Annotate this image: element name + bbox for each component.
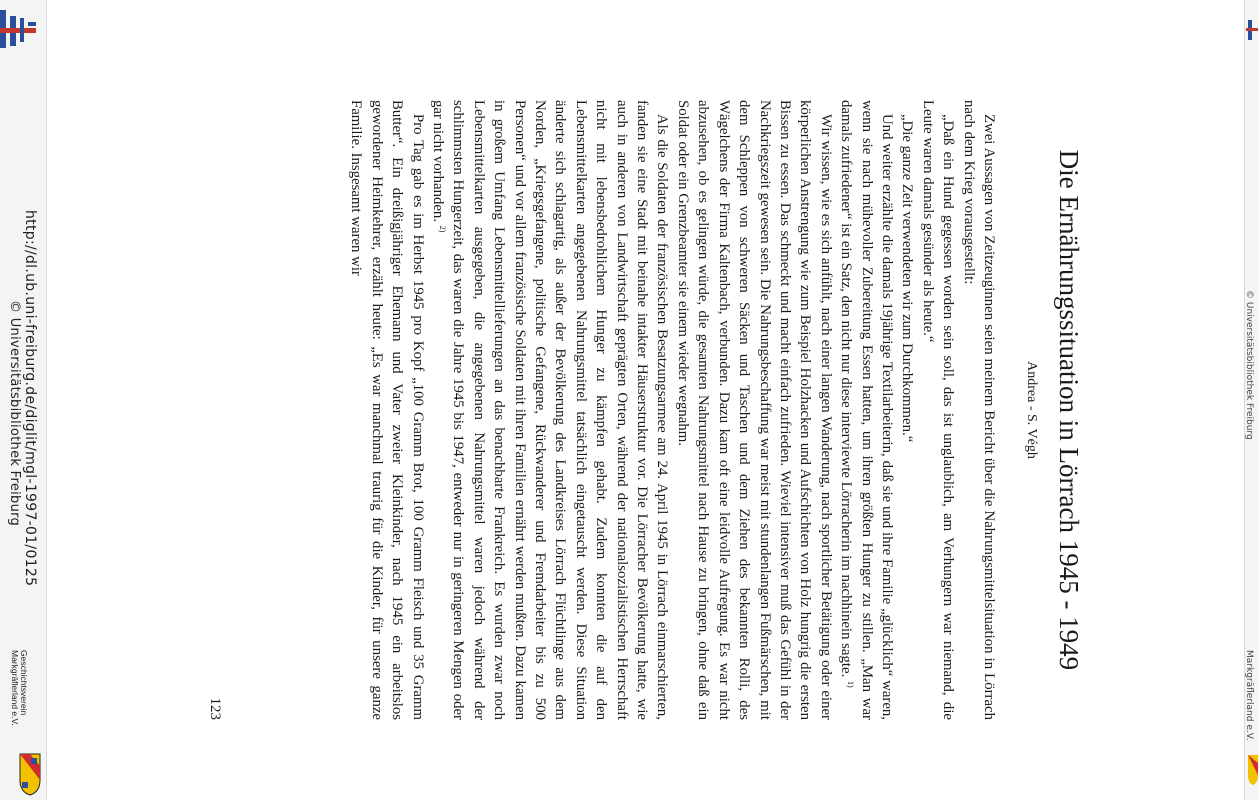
paragraph-3: „Die ganze Zeit verwendeten wir zum Durchkommen.“: [899, 114, 916, 443]
society-line-1: Geschichtsverein: [19, 650, 29, 716]
paragraph-4-text: Und weiter erzählte die damals 19jährige Textilarbeiterin, daß sie und ihre Familie „glücklich“ waren, wenn sie nach mühevoller Zubereitung Essen hatten, um ihren größten Hunger zu stillen. „Man war damals zufriedener“ ist ein Satz, den nicht nur diese interviewte Lörracherin im nachhinein sagte.: [838, 100, 895, 720]
paragraph-1: Zwei Aussagen von Zeitzeuginnen seien meinem Bericht über die Nahrungsmittelsituation in Lörrach nach dem Krieg vorausgestellt:: [960, 100, 997, 720]
right-margin-copyright-fragment: © Universitätsbibliothek Freiburg: [1244, 290, 1254, 440]
crest-fragment-icon: [1248, 755, 1258, 785]
footnote-marker-2[interactable]: 2): [437, 225, 447, 233]
paragraph-6-text: Als die Soldaten der französischen Besatzungsarmee am 24. April 1945 in Lörrach einmarschierten, fanden sie eine Stadt mit beinahe intakter Häuserstruktur vor. Die Lörracher Bevölkerung hatte, wie auch in anderen von Landwirtschaft geprägten Orten, während der nationalsozialistischen Herrschaft nicht mit lebensbedrohlichem Hunger zu kämpfen gehabt. Zudem konnten die auf den Lebensmittelkarten angegebenen Nahrungsmittel tatsächlich eingetauscht werden. Diese Situation änderte sich schlagartig, als außer der Bevölkerung des Landkreises Lörrach Flüchtlinge aus dem Norden, „Kriegsgefangene, politische Gefangene, Rückwanderer und Fremdarbeiter bis zu 500 Personen“ und vor allem französische Soldaten mit ihren Familien ernährt werden mußten. Dazu kamen in großem Umfang Lebensmittellieferungen an das benachbarte Frankreich. Es wurden zwar noch Lebensmittelkarten ausgegeben, die angegebenen Nahrungsmittel waren jedoch während der schlimmsten Hungerzeit, das waren die Jahre 1945 bis 1947, entweder nur in geringeren Mengen oder gar nicht vorhanden.: [430, 100, 671, 720]
ub-freiburg-logo-icon: [0, 8, 40, 52]
footnote-marker-1[interactable]: 1): [846, 680, 856, 688]
document-title: Die Ernährungssituation in Lörrach 1945 - 1949: [1054, 149, 1084, 671]
scanned-page: [207, 100, 1085, 720]
ub-freiburg-logo-fragment-icon: [1246, 20, 1258, 40]
paragraph-2: „Daß ein Hund gegessen worden sein soll, das ist unglaublich, am Verhungern war niemand, die Leute waren damals gesünder als heute.“: [919, 100, 957, 720]
footer-url-link[interactable]: http://dl.ub.uni-freiburg.de/diglit/mgl-1997-01/0125: [22, 210, 38, 587]
document-page: [207, 100, 1085, 720]
paragraph-4: [836, 100, 897, 720]
paragraph-7: Pro Tag gab es im Herbst 1945 pro Kopf „100 Gramm Brot, 100 Gramm Fleisch und 35 Gramm Butter“. Ein dreißigjähriger Ehemann und Vater zweier Kleinkinder, nach 1945 ein arbeitslos gewordener Heimkehrer, erzählt heute: „Es war manchmal traurig für die Kinder, für unsere ganze Familie. Insgesamt waren wir: [348, 100, 426, 720]
document-author: Andrea - S. Végh: [1024, 361, 1039, 459]
document-body: [346, 100, 999, 720]
right-margin-society-fragment: Markgräflerland e.V.: [1244, 650, 1254, 741]
paragraph-6: [428, 100, 673, 720]
page-number: 123: [207, 697, 223, 720]
society-line-2: Markgräflerland e.V.: [10, 650, 20, 726]
footer-copyright: © Universitätsbibliothek Freiburg: [7, 300, 22, 527]
footer-society: [10, 650, 28, 726]
geschichtsverein-crest-icon: [18, 752, 42, 796]
paragraph-5: Wir wissen, wie es sich anfühlt, nach einer langen Wanderung, nach sportlicher Betätigung oder einer körperlichen Anstrengung wie zum Beispiel Holzhacken und Aufschichten von Holz hungrig die ersten Bissen zu essen. Das schmeckt und macht einfach zufrieden. Wieviel intensiver muß das Gefühl in der Nachkriegszeit gewesen sein. Die Nahrungsbeschaffung war meist mit stundenlangen Fußmärschen, mit dem Schleppen von schweren Säcken und Taschen und dem Ziehen des bekannten Rolli, des Wägelchens der Firma Kaltenbach, verbunden. Dazu kam oft eine leidvolle Aufregung. Es war nicht abzusehen, ob es gelingen würde, die gesamten Nahrungsmittel nach Hause zu bringen, ohne daß ein Soldat oder ein Grenzbeamter sie einem wieder wegnahm.: [674, 100, 834, 720]
